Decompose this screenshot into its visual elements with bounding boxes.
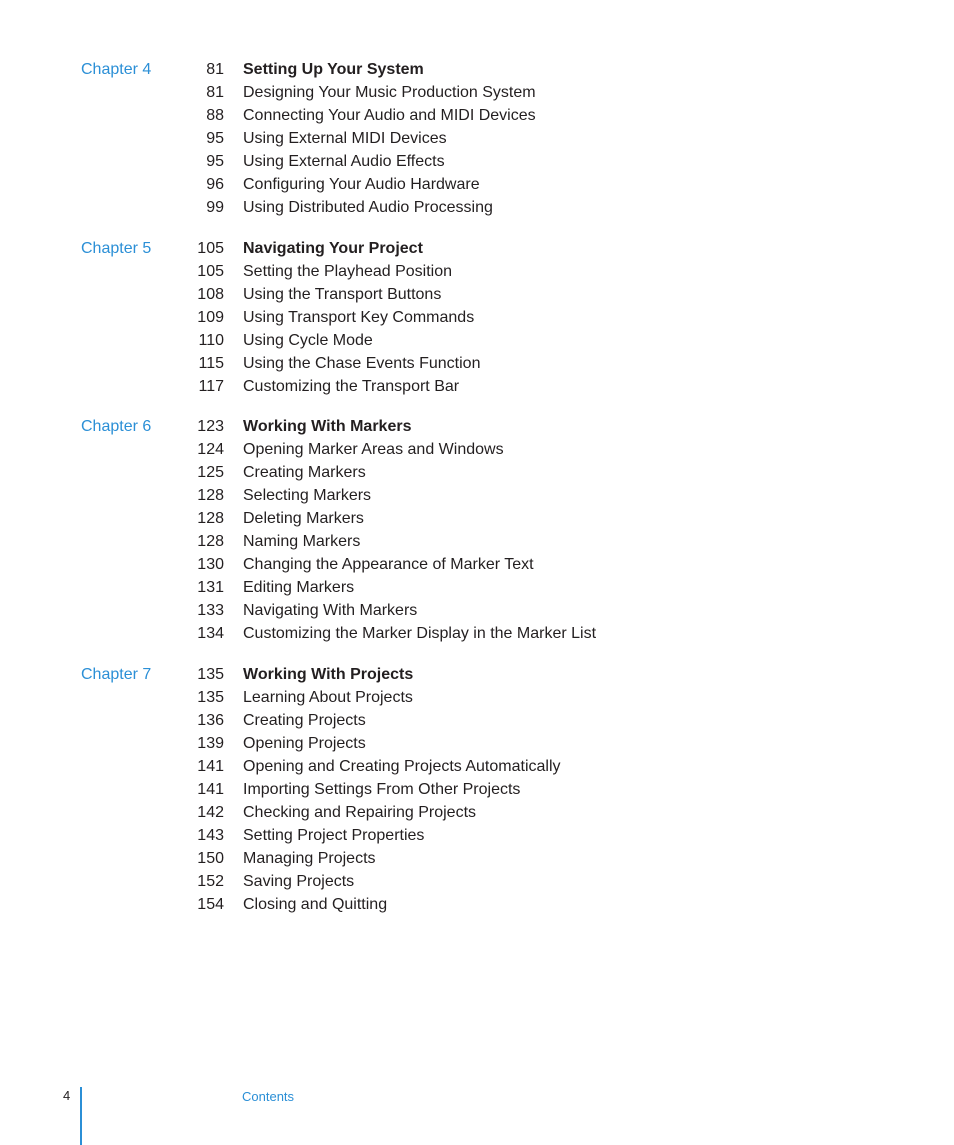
toc-entry[interactable] [0, 778, 954, 801]
entry-title: Editing Markers [243, 579, 355, 596]
page-number: 99 [206, 199, 224, 216]
toc-entry[interactable] [0, 732, 954, 755]
toc-entry[interactable] [0, 196, 954, 219]
page-number: 81 [206, 61, 224, 78]
footer-section-label: Contents [242, 1089, 295, 1104]
footer-page-number: 4 [63, 1088, 71, 1103]
page-number: 96 [206, 176, 224, 193]
entry-title: Setting Project Properties [243, 826, 425, 844]
toc-entry[interactable] [0, 150, 954, 173]
page-number: 105 [197, 239, 224, 257]
page-number: 135 [197, 665, 224, 683]
toc-entry[interactable] [0, 576, 954, 599]
entry-title: Using Cycle Mode [243, 331, 373, 349]
page-number: 110 [198, 331, 224, 349]
entry-title: Opening Marker Areas and Windows [243, 441, 504, 458]
toc-entry-chapter-title[interactable] [0, 58, 954, 81]
entry-title: Importing Settings From Other Projects [243, 780, 521, 798]
page-number: 115 [198, 354, 224, 372]
page-number: 134 [197, 625, 224, 642]
entry-title: Creating Projects [243, 711, 366, 729]
toc-entry[interactable] [0, 283, 954, 306]
toc-entry[interactable] [0, 824, 954, 847]
chapter-section [0, 415, 954, 645]
toc-entry[interactable] [0, 870, 954, 893]
toc-entry[interactable] [0, 81, 954, 104]
page-number: 95 [206, 130, 224, 147]
entry-title: Naming Markers [243, 533, 361, 550]
entry-title: Closing and Quitting [243, 895, 388, 913]
toc-entry[interactable] [0, 438, 954, 461]
toc-entry[interactable] [0, 801, 954, 824]
toc-entry[interactable] [0, 260, 954, 283]
page-number: 128 [197, 510, 224, 527]
toc-entry[interactable] [0, 686, 954, 709]
page-number: 130 [197, 556, 224, 573]
page-number: 128 [197, 487, 224, 504]
entry-title: Using the Transport Buttons [243, 285, 442, 303]
entry-title: Designing Your Music Production System [243, 84, 536, 101]
entry-title: Learning About Projects [243, 688, 413, 706]
toc-entry[interactable] [0, 375, 954, 398]
page-number: 152 [197, 872, 224, 890]
toc-entry[interactable] [0, 893, 954, 916]
entry-title: Saving Projects [243, 872, 355, 890]
chapter-section [0, 237, 954, 398]
toc-entry[interactable] [0, 709, 954, 732]
toc-entry[interactable] [0, 127, 954, 150]
page-number: 88 [206, 107, 224, 124]
entry-title: Using Transport Key Commands [243, 308, 475, 326]
entry-title: Working With Markers [243, 418, 412, 435]
page-number: 81 [206, 84, 224, 101]
chapter-section [0, 58, 954, 219]
page-number: 141 [197, 780, 224, 798]
toc-entry[interactable] [0, 173, 954, 196]
footer-divider [80, 1087, 82, 1145]
toc-entry[interactable] [0, 530, 954, 553]
page-number: 124 [197, 441, 224, 458]
toc-entry[interactable] [0, 553, 954, 576]
page-number: 128 [197, 533, 224, 550]
entry-title: Opening Projects [243, 734, 366, 752]
entry-title: Using External Audio Effects [243, 153, 445, 170]
chapter-label[interactable]: Chapter 7 [81, 665, 152, 683]
toc-entry[interactable] [0, 329, 954, 352]
entry-title: Customizing the Transport Bar [243, 377, 460, 395]
entry-title: Selecting Markers [243, 487, 372, 504]
page-number: 135 [197, 688, 224, 706]
page-number: 142 [197, 803, 224, 821]
page-number: 117 [198, 377, 224, 395]
toc-entry[interactable] [0, 104, 954, 127]
entry-title: Checking and Repairing Projects [243, 803, 477, 821]
page-number: 139 [197, 734, 224, 752]
toc-entry-chapter-title[interactable] [0, 415, 954, 438]
page-number: 133 [197, 602, 224, 619]
entry-title: Opening and Creating Projects Automatically [243, 757, 561, 775]
entry-title: Setting the Playhead Position [243, 262, 453, 280]
page-number: 131 [197, 579, 224, 596]
chapter-label[interactable]: Chapter 5 [81, 239, 152, 257]
entry-title: Navigating With Markers [243, 602, 418, 619]
chapter-label[interactable]: Chapter 4 [81, 61, 152, 78]
entry-title: Creating Markers [243, 464, 366, 481]
toc-entry[interactable] [0, 352, 954, 375]
entry-title: Using the Chase Events Function [243, 354, 481, 372]
chapter-label[interactable]: Chapter 6 [81, 418, 152, 435]
page-number: 123 [197, 418, 224, 435]
page-number: 143 [197, 826, 224, 844]
page-number: 150 [197, 849, 224, 867]
toc-entry[interactable] [0, 847, 954, 870]
page-number: 125 [197, 464, 224, 481]
toc-entry[interactable] [0, 306, 954, 329]
entry-title: Configuring Your Audio Hardware [243, 176, 480, 193]
toc-entry-chapter-title[interactable] [0, 237, 954, 260]
table-of-contents [0, 58, 954, 933]
entry-title: Setting Up Your System [243, 61, 424, 78]
chapter-section [0, 663, 954, 916]
entry-title: Using Distributed Audio Processing [243, 199, 493, 216]
entry-title: Connecting Your Audio and MIDI Devices [243, 107, 536, 124]
page-number: 141 [197, 757, 224, 775]
page-number: 136 [197, 711, 224, 729]
entry-title: Using External MIDI Devices [243, 130, 447, 147]
page-number: 109 [197, 308, 224, 326]
entry-title: Navigating Your Project [243, 239, 423, 257]
page-number: 95 [206, 153, 224, 170]
page-number: 154 [197, 895, 224, 913]
toc-entry[interactable] [0, 622, 954, 645]
entry-title: Working With Projects [243, 665, 414, 683]
page-number: 108 [197, 285, 224, 303]
toc-entry[interactable] [0, 484, 954, 507]
entry-title: Deleting Markers [243, 510, 364, 527]
page-number: 105 [197, 262, 224, 280]
entry-title: Managing Projects [243, 849, 376, 867]
toc-entry[interactable] [0, 599, 954, 622]
toc-entry[interactable] [0, 755, 954, 778]
toc-entry[interactable] [0, 507, 954, 530]
entry-title: Changing the Appearance of Marker Text [243, 556, 534, 573]
toc-entry[interactable] [0, 461, 954, 484]
toc-entry-chapter-title[interactable] [0, 663, 954, 686]
entry-title: Customizing the Marker Display in the Marker List [243, 625, 597, 642]
